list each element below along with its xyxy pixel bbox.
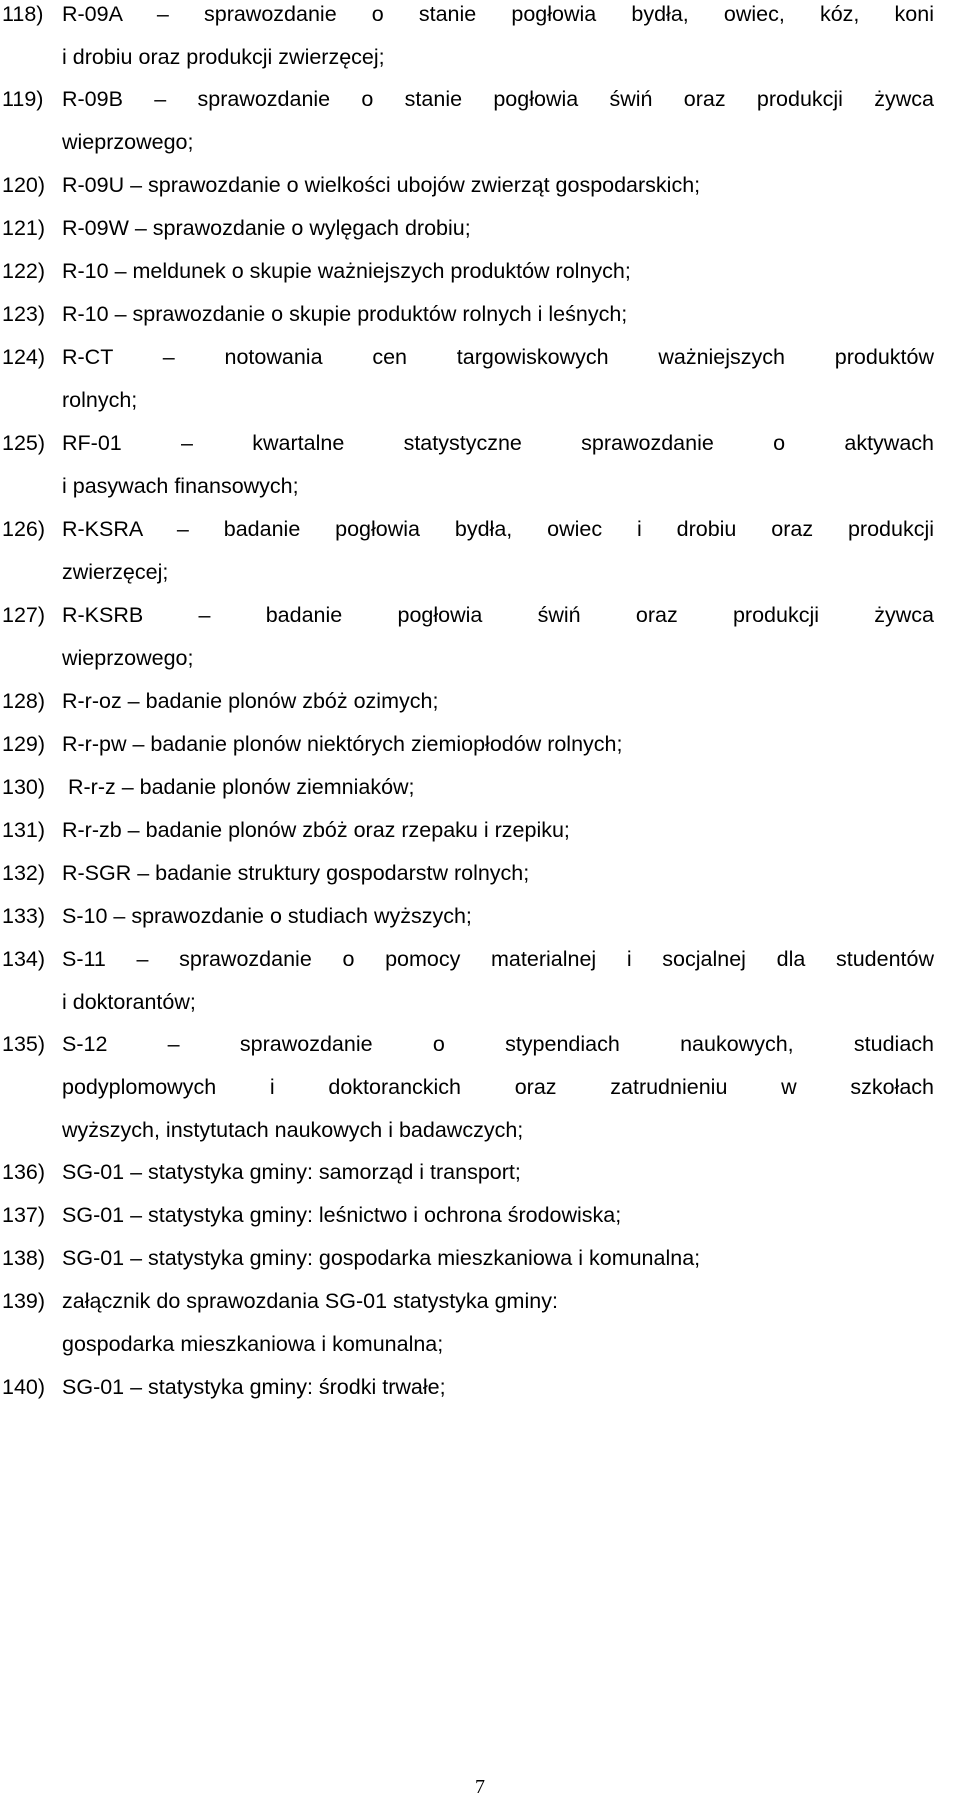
item-number: 140) — [2, 1375, 46, 1399]
item-text-line: R-CT – notowania cen targowiskowych ważniejszych produktów — [62, 345, 934, 369]
item-number: 127) — [2, 603, 46, 627]
item-text-line: R-KSRA – badanie pogłowia bydła, owiec i drobiu oraz produkcji — [62, 517, 934, 541]
item-text-line: rolnych; — [62, 388, 138, 412]
item-text-line: i pasywach finansowych; — [62, 474, 299, 498]
item-number: 121) — [2, 216, 46, 240]
item-number: 136) — [2, 1160, 46, 1184]
item-text-line: wyższych, instytutach naukowych i badawczych; — [62, 1118, 524, 1142]
item-text-line: R-09B – sprawozdanie o stanie pogłowia świń oraz produkcji żywca — [62, 87, 934, 111]
item-text-line: S-11 – sprawozdanie o pomocy materialnej i socjalnej dla studentów — [62, 947, 934, 971]
item-number: 134) — [2, 947, 46, 971]
item-text-line: R-09U – sprawozdanie o wielkości ubojów zwierząt gospodarskich; — [62, 173, 701, 197]
item-number: 122) — [2, 259, 46, 283]
item-text-line: S-10 – sprawozdanie o studiach wyższych; — [62, 904, 472, 928]
page-number: 7 — [475, 1776, 485, 1798]
item-number: 138) — [2, 1246, 46, 1270]
item-number: 131) — [2, 818, 46, 842]
item-text-line: wieprzowego; — [62, 646, 194, 670]
item-text-line: SG-01 – statystyka gminy: środki trwałe; — [62, 1375, 446, 1399]
item-number: 118) — [2, 2, 44, 26]
item-text-line: S-12 – sprawozdanie o stypendiach naukowych, studiach — [62, 1032, 934, 1056]
item-number: 132) — [2, 861, 46, 885]
item-text-line: SG-01 – statystyka gminy: samorząd i transport; — [62, 1160, 521, 1184]
item-number: 126) — [2, 517, 46, 541]
item-text-line: R-10 – meldunek o skupie ważniejszych produktów rolnych; — [62, 259, 631, 283]
item-number: 125) — [2, 431, 46, 455]
item-text-line: podyplomowych i doktoranckich oraz zatrudnieniu w szkołach — [62, 1075, 934, 1099]
item-number: 130) — [2, 775, 46, 799]
item-text-line: zwierzęcej; — [62, 560, 169, 584]
item-text-line: R-10 – sprawozdanie o skupie produktów rolnych i leśnych; — [62, 302, 628, 326]
item-text-line: RF-01 – kwartalne statystyczne sprawozdanie o aktywach — [62, 431, 934, 455]
item-text-line: wieprzowego; — [62, 130, 194, 154]
item-number: 128) — [2, 689, 46, 713]
item-text-line: i drobiu oraz produkcji zwierzęcej; — [62, 45, 385, 69]
item-text-line: R-r-z – badanie plonów ziemniaków; — [62, 775, 415, 799]
item-number: 129) — [2, 732, 46, 756]
item-number: 123) — [2, 302, 46, 326]
item-text-line: załącznik do sprawozdania SG-01 statystyka gminy: — [62, 1289, 558, 1313]
item-text-line: R-SGR – badanie struktury gospodarstw rolnych; — [62, 861, 530, 885]
item-text-line: R-r-zb – badanie plonów zbóż oraz rzepaku i rzepiku; — [62, 818, 570, 842]
item-text-line: R-09A – sprawozdanie o stanie pogłowia bydła, owiec, kóz, koni — [62, 2, 934, 26]
item-number: 119) — [2, 87, 44, 111]
item-text-line: R-09W – sprawozdanie o wylęgach drobiu; — [62, 216, 471, 240]
item-text-line: SG-01 – statystyka gminy: leśnictwo i ochrona środowiska; — [62, 1203, 622, 1227]
item-number: 120) — [2, 173, 46, 197]
item-number: 135) — [2, 1032, 46, 1056]
item-text-line: R-r-pw – badanie plonów niektórych ziemiopłodów rolnych; — [62, 732, 623, 756]
item-number: 137) — [2, 1203, 46, 1227]
item-text-line: i doktorantów; — [62, 990, 196, 1014]
item-number: 124) — [2, 345, 46, 369]
item-number: 139) — [2, 1289, 46, 1313]
item-text-line: R-KSRB – badanie pogłowia świń oraz produkcji żywca — [62, 603, 934, 627]
item-text-line: R-r-oz – badanie plonów zbóż ozimych; — [62, 689, 439, 713]
item-text-line: SG-01 – statystyka gminy: gospodarka mieszkaniowa i komunalna; — [62, 1246, 701, 1270]
item-text-line: gospodarka mieszkaniowa i komunalna; — [62, 1332, 444, 1356]
item-number: 133) — [2, 904, 46, 928]
